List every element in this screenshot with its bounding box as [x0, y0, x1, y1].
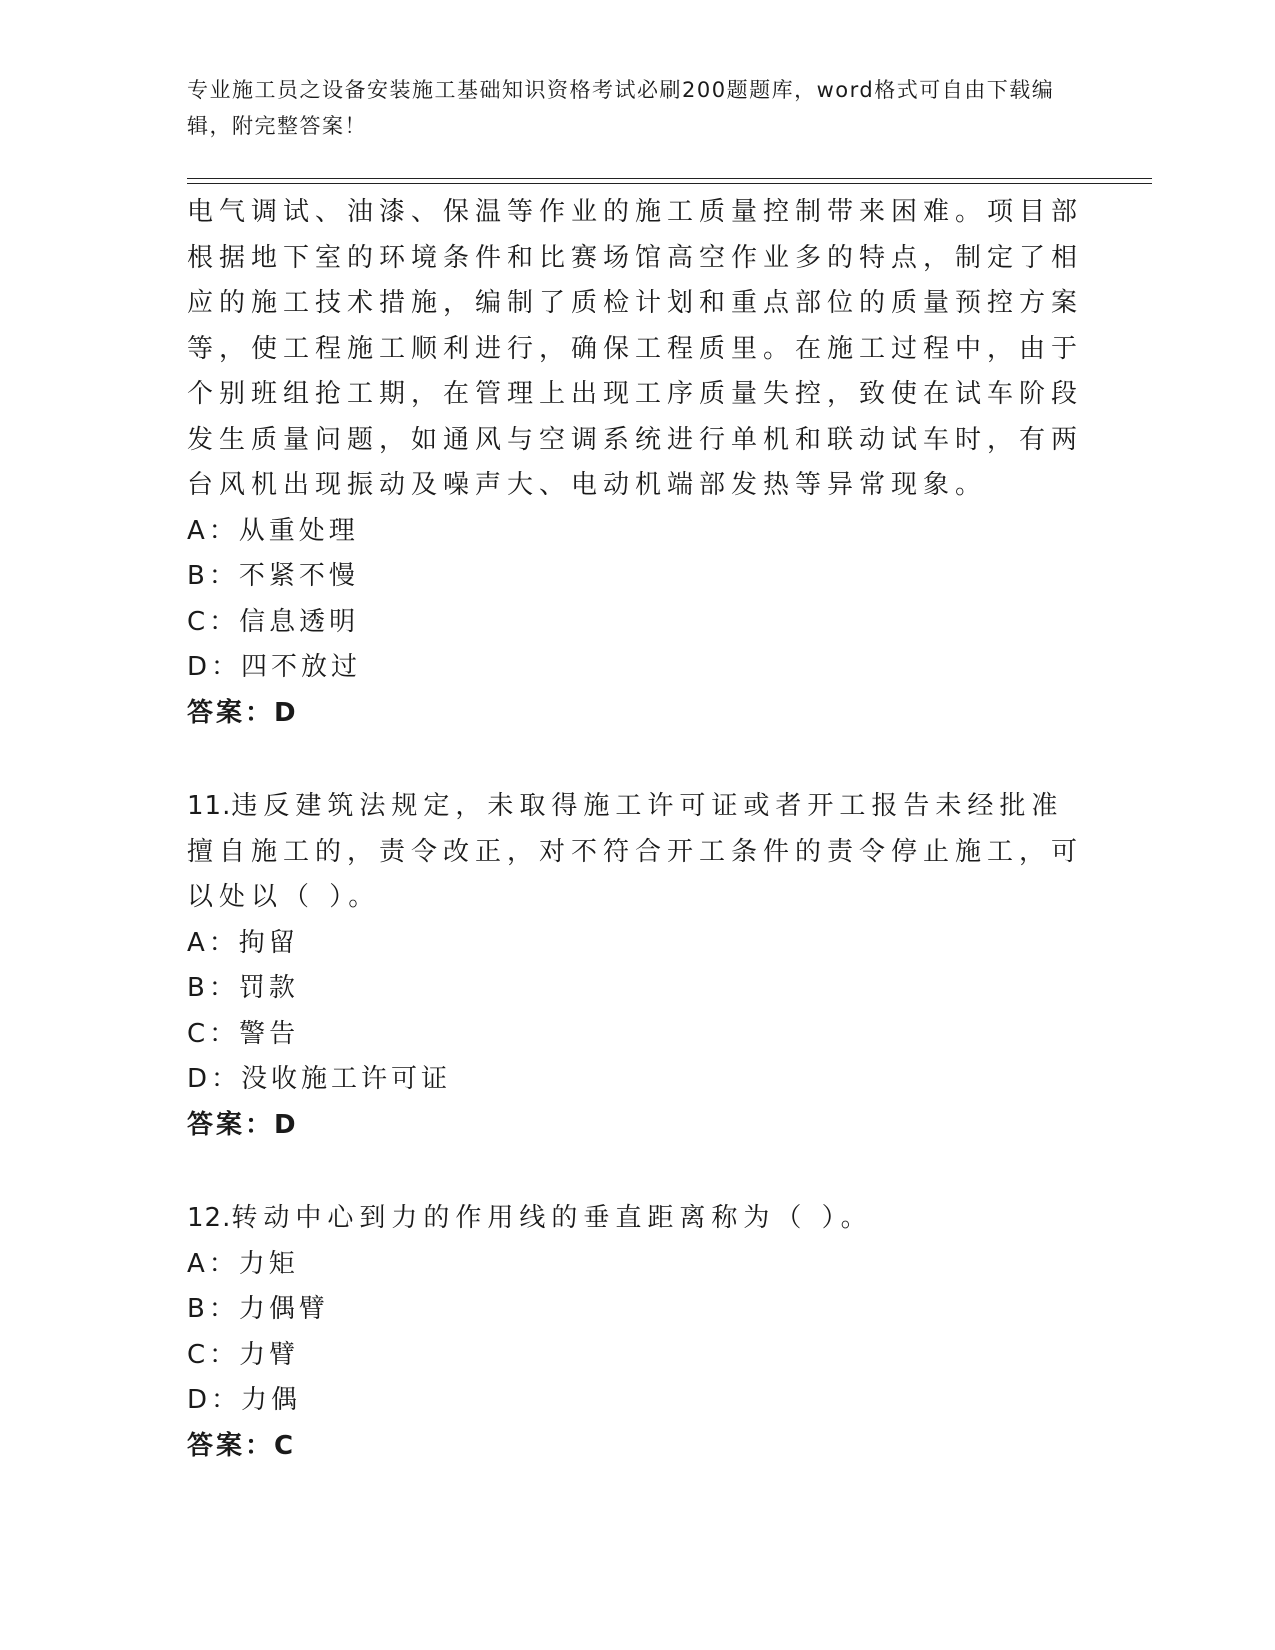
question-text: [187, 1196, 1087, 1242]
header-divider: [187, 178, 1152, 179]
answer-line: 答案：D: [187, 1109, 299, 1140]
option-b: B：不紧不慢: [187, 561, 359, 591]
question-stem: 违反建筑法规定，未取得施工许可证或者开工报告未经批准擅自施工的，责令改正，对不符合开工条件的责令停止施工，可以处以（ ）。: [187, 791, 1084, 912]
question-number: 12.: [187, 1203, 232, 1233]
question-text-continued: 电气调试、油漆、保温等作业的施工质量控制带来困难。项目部根据地下室的环境条件和比赛场馆高空作业多的特点，制定了相应的施工技术措施，编制了质检计划和重点部位的质量预控方案等，使工程施工顺利进行，确保工程质里。在施工过程中，由于个别班组抢工期，在管理上出现工序质量失控，致使在试车阶段发生质量问题，如通风与空调系统进行单机和联动试车时，有两台风机出现振动及噪声大、电动机端部发热等异常现象。: [187, 197, 1084, 500]
question-stem: 转动中心到力的作用线的垂直距离称为（ ）。: [231, 1203, 873, 1233]
question-number: 11.: [187, 791, 232, 821]
option-b: B：罚款: [187, 973, 299, 1003]
option-d: D：四不放过: [187, 652, 362, 682]
header-title: 专业施工员之设备安装施工基础知识资格考试必刷200题题库，word格式可自由下载编辑，附完整答案！: [187, 78, 1055, 138]
option-a: A：力矩: [187, 1248, 299, 1279]
document-body: [187, 190, 1087, 1469]
question-block-12: [187, 1196, 1087, 1469]
document-header: [187, 72, 1067, 144]
answer-line: 答案：C: [187, 1430, 297, 1461]
answer-line: 答案：D: [187, 697, 299, 728]
option-c: C：信息透明: [187, 606, 360, 637]
option-d: D：力偶: [187, 1385, 302, 1415]
header-divider-secondary: [187, 183, 1152, 184]
option-a: A：从重处理: [187, 515, 359, 546]
question-text: [187, 784, 1087, 921]
question-block-continued: [187, 190, 1087, 736]
option-c: C：警告: [187, 1018, 300, 1049]
question-block-11: [187, 784, 1087, 1148]
option-b: B：力偶臂: [187, 1294, 329, 1324]
option-d: D：没收施工许可证: [187, 1064, 452, 1094]
option-c: C：力臂: [187, 1339, 300, 1370]
option-a: A：拘留: [187, 927, 299, 958]
